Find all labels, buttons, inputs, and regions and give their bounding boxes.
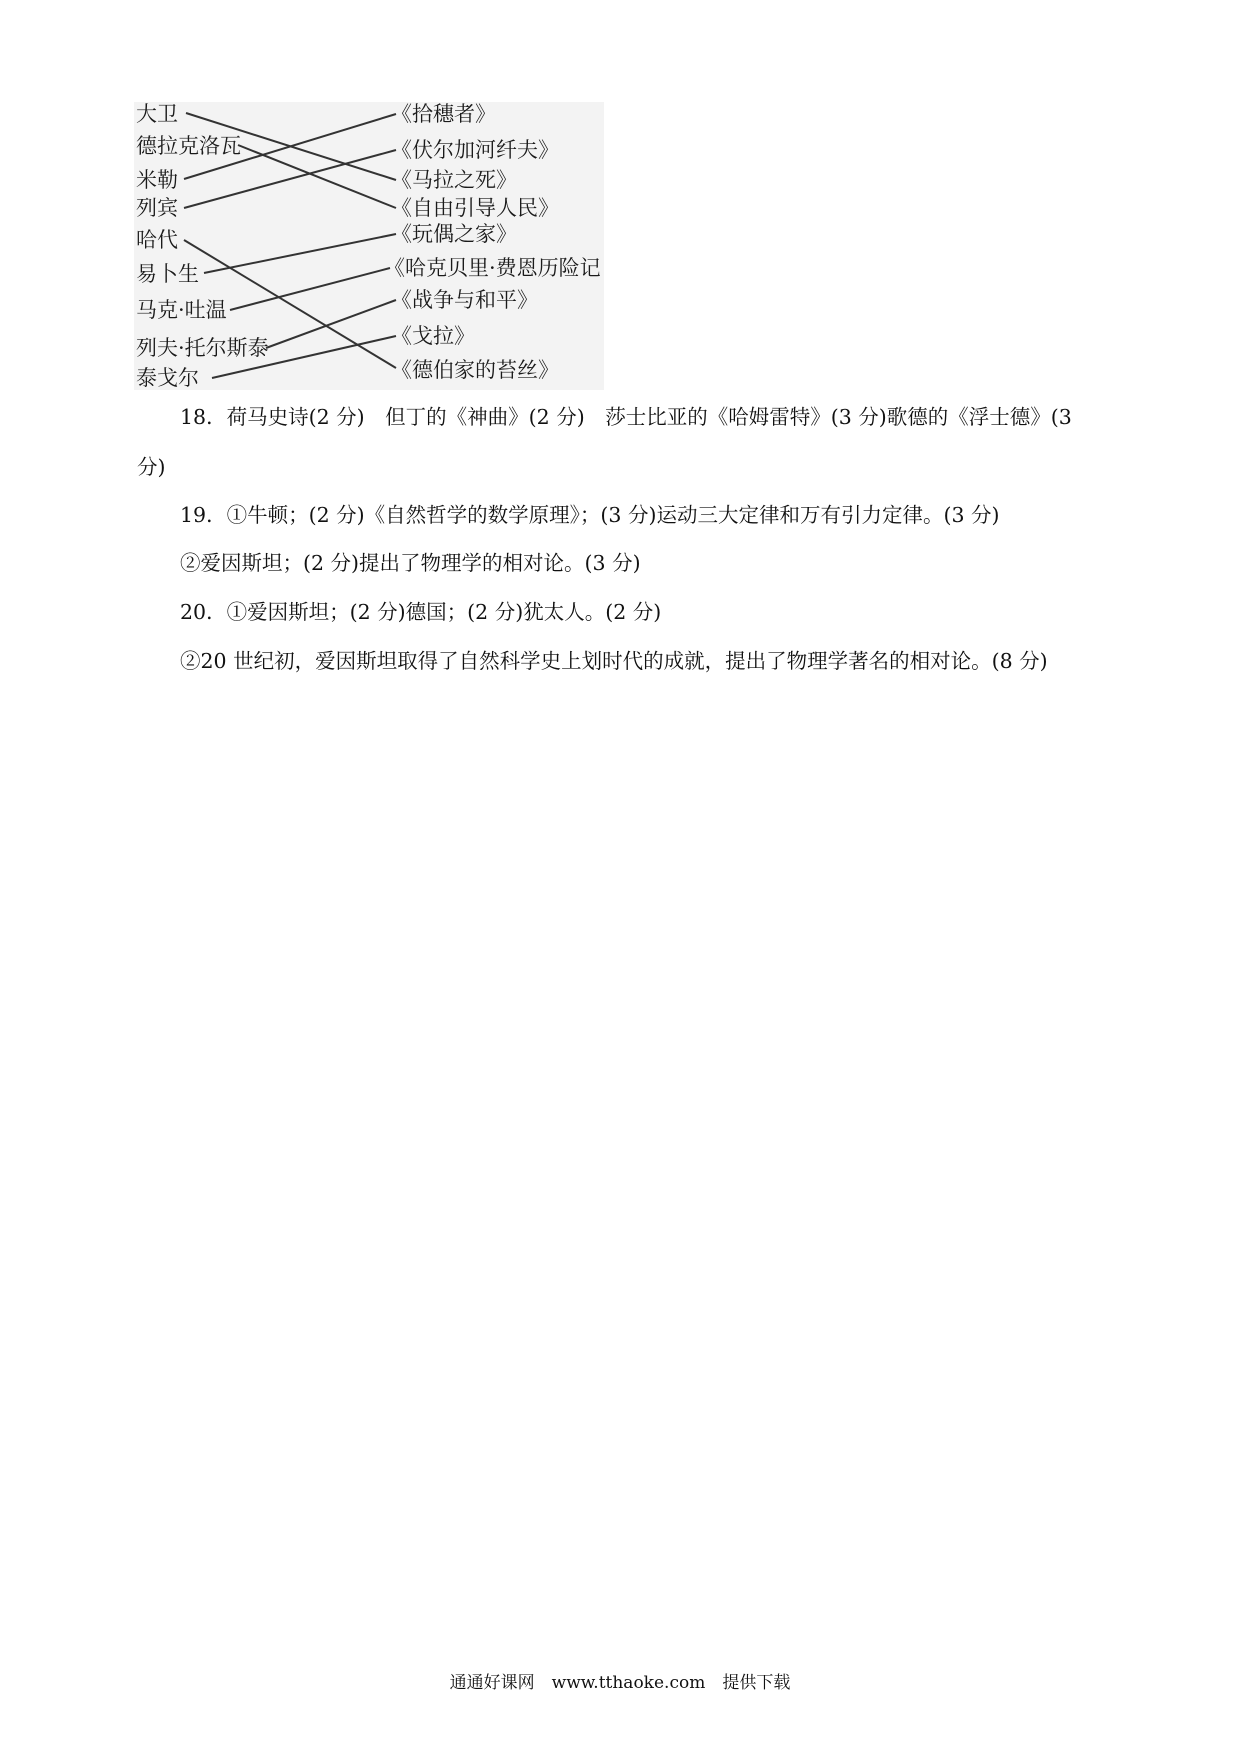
right-item-gleaners: 《拾穗者》 — [391, 102, 496, 126]
right-item-tess: 《德伯家的苔丝》 — [391, 358, 559, 382]
left-item-tagore: 泰戈尔 — [136, 366, 199, 390]
left-item-millet: 米勒 — [136, 168, 178, 192]
answer-20-part1: 20．①爱因斯坦；(2 分)德国；(2 分)犹太人。(2 分) — [180, 600, 662, 624]
answer-18-continued: 分) — [137, 455, 166, 479]
connector-line-5 — [204, 234, 396, 273]
left-item-david: 大卫 — [136, 102, 178, 126]
left-item-tolstoy: 列夫·托尔斯泰 — [136, 336, 269, 360]
answer-18: 18．荷马史诗(2 分) 但丁的《神曲》(2 分) 莎士比亚的《哈姆雷特》(3 分)歌德的《浮士德》(3 — [180, 405, 1072, 429]
right-item-volga-haulers: 《伏尔加河纤夫》 — [391, 138, 559, 162]
right-item-huckleberry-finn: 《哈克贝里·费恩历险记 — [384, 256, 601, 280]
matching-diagram — [134, 102, 604, 390]
answer-20-part2: ②20 世纪初，爱因斯坦取得了自然科学史上划时代的成就，提出了物理学著名的相对论。(8 分) — [180, 649, 1048, 673]
answer-19-part2: ②爱因斯坦；(2 分)提出了物理学的相对论。(3 分) — [180, 551, 641, 575]
left-item-hardy: 哈代 — [136, 228, 178, 252]
right-item-liberty-leading: 《自由引导人民》 — [391, 196, 559, 220]
left-item-ibsen: 易卜生 — [136, 262, 199, 286]
right-item-dolls-house: 《玩偶之家》 — [391, 222, 517, 246]
connector-line-6 — [230, 268, 390, 310]
connector-line-3 — [184, 150, 396, 208]
left-item-repin: 列宾 — [136, 196, 178, 220]
page-footer: 通通好课网 www.tthaoke.com 提供下载 — [449, 1673, 791, 1693]
left-item-mark-twain: 马克·吐温 — [136, 298, 227, 322]
right-item-war-and-peace: 《战争与和平》 — [391, 288, 538, 312]
right-item-death-of-marat: 《马拉之死》 — [391, 168, 517, 192]
left-item-delacroix: 德拉克洛瓦 — [136, 134, 241, 158]
right-item-gora: 《戈拉》 — [391, 324, 475, 348]
answer-19-part1: 19．①牛顿；(2 分)《自然哲学的数学原理》；(3 分)运动三大定律和万有引力定律。(3 分) — [180, 503, 1000, 527]
